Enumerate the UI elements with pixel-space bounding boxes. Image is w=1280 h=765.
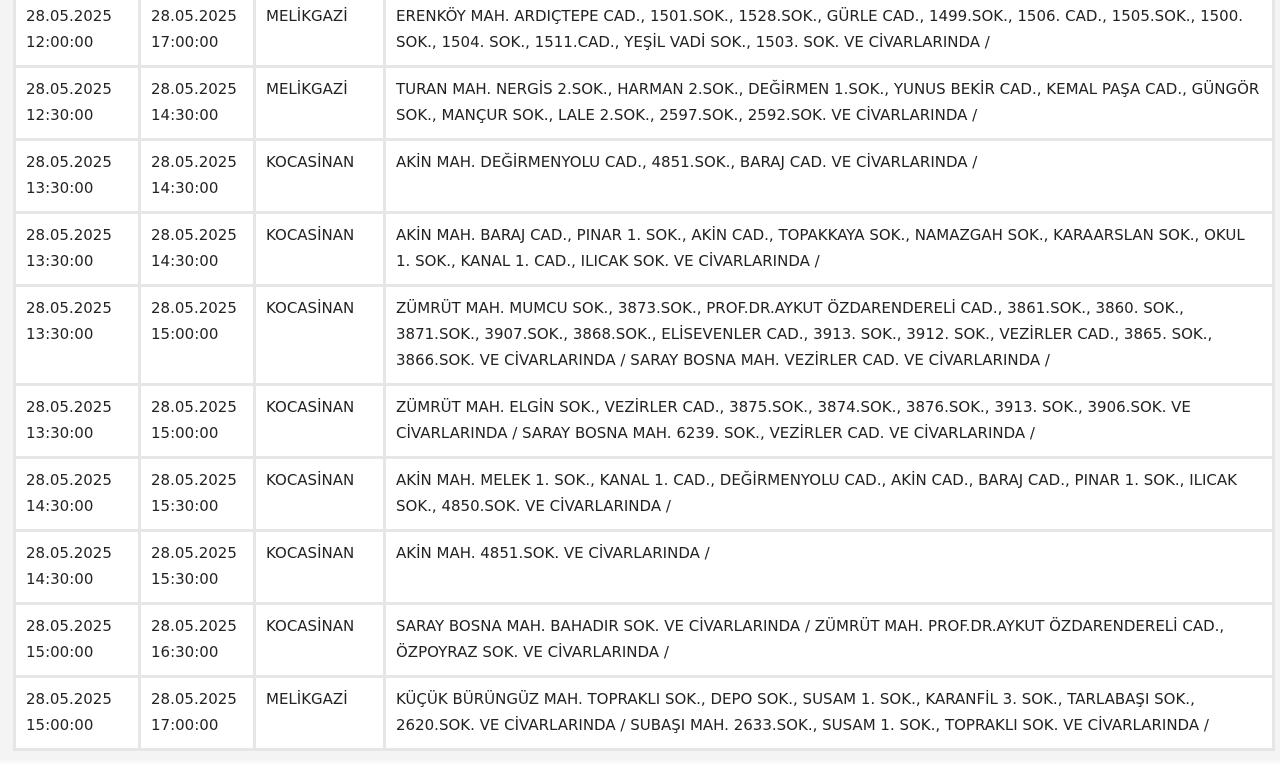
start-datetime-cell <box>16 0 138 65</box>
district-cell: KOCASİNAN <box>256 287 383 383</box>
streets-cell: ERENKÖY MAH. ARDIÇTEPE CAD., 1501.SOK., 1528.SOK., GÜRLE CAD., 1499.SOK., 1506. CAD., 1505.SOK., 1500. SOK., 1504. SOK., 1511.CAD., YEŞİL VADİ SOK., 1503. SOK. VE CİVARLARINDA / <box>386 0 1272 65</box>
table-row <box>16 678 1272 748</box>
start-time: 13:30:00 <box>26 325 94 343</box>
streets-cell: AKİN MAH. BARAJ CAD., PINAR 1. SOK., AKİN CAD., TOPAKKAYA SOK., NAMAZGAH SOK., KARAARSLAN SOK., OKUL 1. SOK., KANAL 1. CAD., ILICAK SOK. VE CİVARLARINDA / <box>386 214 1272 284</box>
start-time: 14:30:00 <box>26 570 94 588</box>
end-datetime-cell <box>141 0 253 65</box>
table-row <box>16 532 1272 602</box>
streets-cell: AKİN MAH. MELEK 1. SOK., KANAL 1. CAD., DEĞİRMENYOLU CAD., AKİN CAD., BARAJ CAD., PINAR 1. SOK., ILICAK SOK., 4850.SOK. VE CİVARLARINDA / <box>386 459 1272 529</box>
end-time: 15:30:00 <box>151 497 219 515</box>
table-row <box>16 68 1272 138</box>
district-cell: KOCASİNAN <box>256 459 383 529</box>
start-date: 28.05.2025 <box>26 544 112 562</box>
start-time: 12:30:00 <box>26 106 94 124</box>
end-date: 28.05.2025 <box>151 7 237 25</box>
streets-cell: ZÜMRÜT MAH. MUMCU SOK., 3873.SOK., PROF.DR.AYKUT ÖZDARENDERELİ CAD., 3861.SOK., 3860. SOK., 3871.SOK., 3907.SOK., 3868.SOK., ELİSEVENLER CAD., 3913. SOK., 3912. SOK., VEZİRLER CAD., 3865. SOK., 3866.SOK. VE CİVARLARINDA / SARAY BOSNA MAH. VEZİRLER CAD. VE CİVARLARINDA / <box>386 287 1272 383</box>
end-date: 28.05.2025 <box>151 544 237 562</box>
end-datetime-cell <box>141 605 253 675</box>
table-row <box>16 459 1272 529</box>
end-date: 28.05.2025 <box>151 690 237 708</box>
start-date: 28.05.2025 <box>26 80 112 98</box>
end-datetime-cell <box>141 532 253 602</box>
end-time: 16:30:00 <box>151 643 219 661</box>
start-datetime-cell <box>16 678 138 748</box>
start-datetime-cell <box>16 287 138 383</box>
end-date: 28.05.2025 <box>151 617 237 635</box>
end-time: 15:00:00 <box>151 325 219 343</box>
table-row <box>16 605 1272 675</box>
end-datetime-cell <box>141 141 253 211</box>
end-time: 14:30:00 <box>151 179 219 197</box>
start-date: 28.05.2025 <box>26 617 112 635</box>
start-datetime-cell <box>16 605 138 675</box>
end-datetime-cell <box>141 214 253 284</box>
start-datetime-cell <box>16 68 138 138</box>
end-datetime-cell <box>141 287 253 383</box>
district-cell: KOCASİNAN <box>256 214 383 284</box>
district-cell: KOCASİNAN <box>256 532 383 602</box>
streets-cell: AKİN MAH. DEĞİRMENYOLU CAD., 4851.SOK., BARAJ CAD. VE CİVARLARINDA / <box>386 141 1272 211</box>
end-time: 15:30:00 <box>151 570 219 588</box>
start-date: 28.05.2025 <box>26 398 112 416</box>
end-datetime-cell <box>141 386 253 456</box>
start-time: 12:00:00 <box>26 33 94 51</box>
start-datetime-cell <box>16 386 138 456</box>
streets-cell: TURAN MAH. NERGİS 2.SOK., HARMAN 2.SOK., DEĞİRMEN 1.SOK., YUNUS BEKİR CAD., KEMAL PAŞA CAD., GÜNGÖR SOK., MANÇUR SOK., LALE 2.SOK., 2597.SOK., 2592.SOK. VE CİVARLARINDA / <box>386 68 1272 138</box>
start-date: 28.05.2025 <box>26 299 112 317</box>
start-date: 28.05.2025 <box>26 226 112 244</box>
district-cell: KOCASİNAN <box>256 141 383 211</box>
end-time: 15:00:00 <box>151 424 219 442</box>
end-time: 17:00:00 <box>151 716 219 734</box>
start-date: 28.05.2025 <box>26 471 112 489</box>
start-datetime-cell <box>16 459 138 529</box>
end-date: 28.05.2025 <box>151 471 237 489</box>
district-cell: MELİKGAZİ <box>256 0 383 65</box>
end-date: 28.05.2025 <box>151 398 237 416</box>
district-cell: KOCASİNAN <box>256 605 383 675</box>
table-row <box>16 141 1272 211</box>
district-cell: MELİKGAZİ <box>256 678 383 748</box>
end-date: 28.05.2025 <box>151 226 237 244</box>
start-date: 28.05.2025 <box>26 153 112 171</box>
end-datetime-cell <box>141 68 253 138</box>
end-datetime-cell <box>141 678 253 748</box>
end-date: 28.05.2025 <box>151 80 237 98</box>
start-datetime-cell <box>16 214 138 284</box>
start-time: 14:30:00 <box>26 497 94 515</box>
start-datetime-cell <box>16 532 138 602</box>
bottom-fade <box>0 759 1280 765</box>
table-row <box>16 287 1272 383</box>
start-time: 15:00:00 <box>26 643 94 661</box>
start-date: 28.05.2025 <box>26 690 112 708</box>
table-row <box>16 386 1272 456</box>
end-time: 14:30:00 <box>151 252 219 270</box>
end-time: 14:30:00 <box>151 106 219 124</box>
start-time: 13:30:00 <box>26 179 94 197</box>
district-cell: MELİKGAZİ <box>256 68 383 138</box>
end-time: 17:00:00 <box>151 33 219 51</box>
end-date: 28.05.2025 <box>151 299 237 317</box>
streets-cell: SARAY BOSNA MAH. BAHADIR SOK. VE CİVARLARINDA / ZÜMRÜT MAH. PROF.DR.AYKUT ÖZDARENDERELİ CAD., ÖZPOYRAZ SOK. VE CİVARLARINDA / <box>386 605 1272 675</box>
streets-cell: KÜÇÜK BÜRÜNGÜZ MAH. TOPRAKLI SOK., DEPO SOK., SUSAM 1. SOK., KARANFİL 3. SOK., TARLABAŞI SOK., 2620.SOK. VE CİVARLARINDA / SUBAŞI MAH. 2633.SOK., SUSAM 1. SOK., TOPRAKLI SOK. VE CİVARLARINDA / <box>386 678 1272 748</box>
streets-cell: AKİN MAH. 4851.SOK. VE CİVARLARINDA / <box>386 532 1272 602</box>
end-date: 28.05.2025 <box>151 153 237 171</box>
district-cell: KOCASİNAN <box>256 386 383 456</box>
start-time: 13:30:00 <box>26 252 94 270</box>
start-datetime-cell <box>16 141 138 211</box>
start-date: 28.05.2025 <box>26 7 112 25</box>
start-time: 13:30:00 <box>26 424 94 442</box>
table-row <box>16 0 1272 65</box>
end-datetime-cell <box>141 459 253 529</box>
power-outage-table <box>13 0 1275 751</box>
table-row <box>16 214 1272 284</box>
start-time: 15:00:00 <box>26 716 94 734</box>
streets-cell: ZÜMRÜT MAH. ELGİN SOK., VEZİRLER CAD., 3875.SOK., 3874.SOK., 3876.SOK., 3913. SOK., 3906.SOK. VE CİVARLARINDA / SARAY BOSNA MAH. 6239. SOK., VEZİRLER CAD. VE CİVARLARINDA / <box>386 386 1272 456</box>
